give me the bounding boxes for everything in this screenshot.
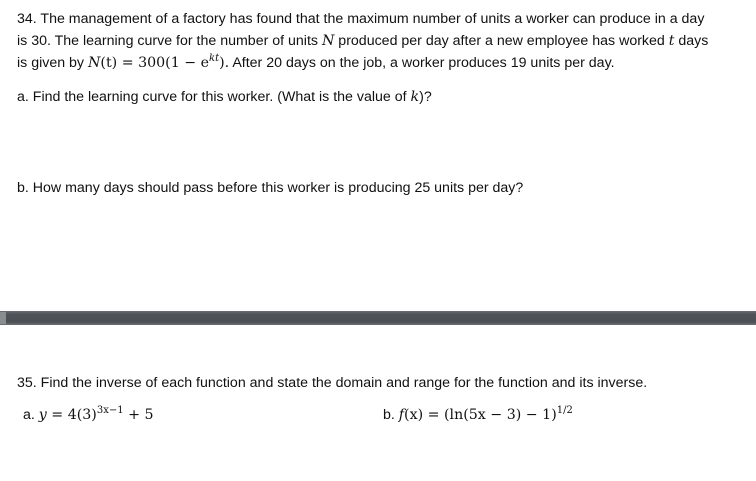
function-b-lhs: f	[398, 407, 405, 423]
question-35-part-b	[383, 407, 573, 423]
question-35-part-a	[23, 407, 154, 423]
question-34-line-3-prefix: is given by	[17, 55, 88, 71]
question-34-line-2	[17, 30, 752, 52]
question-34-line-2-suffix: days	[674, 33, 709, 49]
formula-exponent: kt	[209, 53, 220, 64]
variable-t: t	[668, 33, 675, 49]
question-34-line-3-suffix: After 20 days on the job, a worker produces 19 units per day.	[229, 55, 615, 71]
function-a-lhs: y	[38, 407, 47, 423]
function-b-formula	[399, 407, 573, 423]
question-34-line-1: 34. The management of a factory has found that the maximum number of units a worker can produce in a day	[17, 11, 705, 27]
part-a-prefix: a. Find the learning curve for this worker. (What is the value of	[17, 89, 411, 105]
function-a-exponent: 3x−1	[96, 405, 124, 416]
question-34-line-2-prefix: is 30. The learning curve for the number of units	[17, 33, 322, 49]
function-a-tail: + 5	[123, 407, 154, 423]
page-divider-bar	[0, 311, 756, 325]
formula-close: ).	[219, 55, 230, 71]
question-34-line-3	[17, 52, 752, 74]
question-34-part-b: b. How many days should pass before this worker is producing 25 units per day?	[17, 180, 524, 196]
page-divider-edge	[0, 312, 6, 324]
formula-arg: (t) = 300(1 − e	[100, 55, 210, 71]
question-34	[17, 8, 752, 74]
function-a-mid: = 4(3)	[46, 407, 97, 423]
part-b-label: b.	[383, 407, 399, 423]
variable-k: k	[410, 89, 420, 105]
question-34-line-2-mid: produced per day after a new employee has worked	[334, 33, 669, 49]
function-a-formula	[39, 407, 154, 423]
function-b-exponent: 1/2	[556, 405, 573, 416]
part-a-suffix: )?	[419, 89, 432, 105]
question-34-part-a	[17, 89, 432, 105]
formula-lhs: N	[87, 55, 101, 71]
learning-curve-formula	[88, 55, 229, 71]
variable-n: N	[321, 33, 335, 49]
function-b-mid: (x) = (ln(5x − 3) − 1)	[404, 407, 557, 423]
question-35-prompt: 35. Find the inverse of each function and state the domain and range for the function and its inverse.	[17, 375, 648, 391]
part-a-label: a.	[23, 407, 39, 423]
